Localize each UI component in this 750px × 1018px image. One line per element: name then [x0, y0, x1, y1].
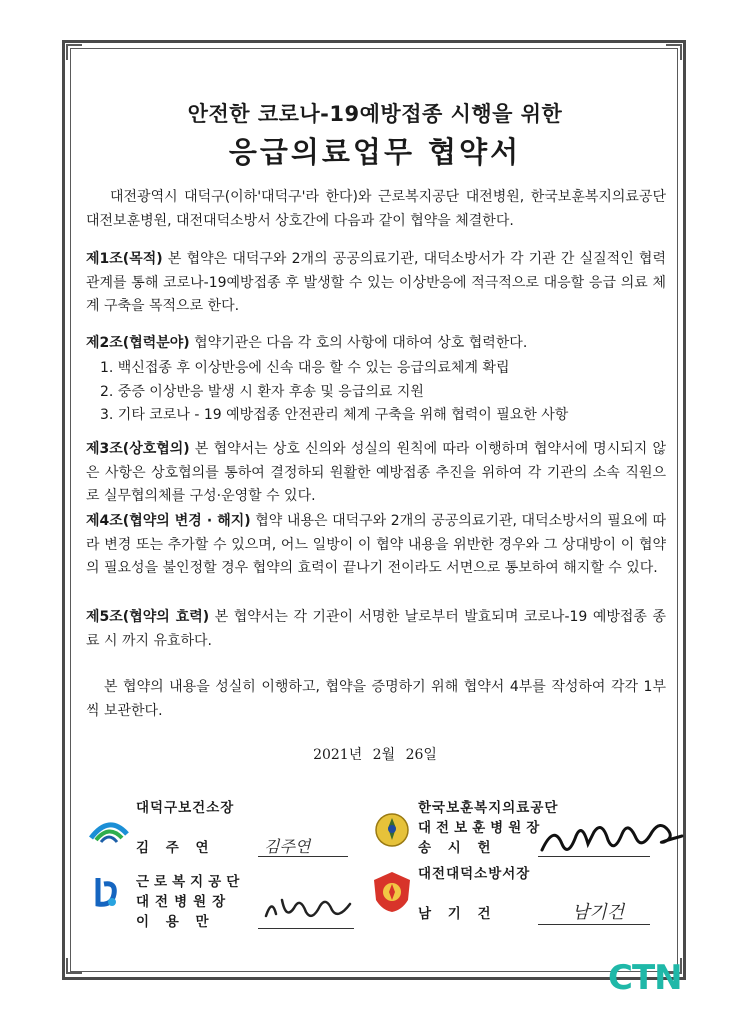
closing-paragraph: 본 협약의 내용을 성실히 이행하고, 협약을 증명하기 위해 협약서 4부를 작성하여 각각 1부씩 보관한다. — [86, 679, 666, 719]
corner-ornament — [66, 44, 82, 60]
signatory-name-veterans: 송 시 헌 — [418, 840, 497, 856]
veterans-emblem-icon — [374, 812, 410, 848]
daedeok-logo-icon — [88, 812, 130, 844]
signing-date: 2021년 2월 26일 — [313, 747, 437, 763]
article-body: 본 협약서는 각 기관이 서명한 날로부터 발효되며 코로나-19 예방접종 종료 시 까지 유효하다. — [86, 609, 666, 649]
signatory-name-daedeok: 김 주 연 — [136, 840, 215, 856]
signatory-org-fire: 대전대덕소방서장 — [418, 866, 531, 882]
article-1 — [86, 248, 666, 319]
fire-station-emblem-icon — [372, 870, 412, 914]
corner-ornament — [666, 44, 682, 60]
signatory-org-daedeok: 대덕구보건소장 — [136, 800, 235, 816]
signature-daedeok: 김주연 — [264, 837, 311, 856]
article-heading: 제5조(협약의 효력) — [86, 609, 210, 625]
signature-line — [538, 924, 650, 925]
ctn-watermark: CTN — [608, 958, 682, 998]
list-item: 3. 기타 코로나 - 19 예방접종 안전관리 체계 구축을 위해 협력이 필요한 사항 — [100, 407, 569, 423]
signatory-name-fire: 남 기 건 — [418, 906, 497, 922]
article-4 — [86, 510, 666, 581]
signature-comwel-scribble — [262, 890, 354, 926]
signatory-org-comwel: 근로복지공단 — [136, 874, 245, 890]
article-heading: 제4조(협약의 변경 · 해지) — [86, 513, 251, 529]
article-body: 협약기관은 다음 각 호의 사항에 대하여 상호 협력한다. — [194, 335, 528, 351]
signatory-org-veterans: 한국보훈복지의료공단 — [418, 800, 559, 816]
article-heading: 제3조(상호협의) — [86, 441, 190, 457]
article-2-list — [100, 357, 666, 428]
article-body: 본 협약은 대덕구와 2개의 공공의료기관, 대덕소방서가 각 기관 간 실질적인 협력 관계를 통해 코로나-19예방접종 후 발생할 수 있는 이상반응에 적극적으로 대응할 응급 의료 체계 구축을 목적으로 한다. — [86, 251, 666, 314]
article-3 — [86, 438, 666, 509]
signatory-org2-veterans: 대전보훈병원장 — [418, 820, 545, 836]
signatory-org2-comwel: 대전병원장 — [136, 894, 232, 910]
signature-fire: 남기건 — [572, 902, 625, 923]
article-5 — [86, 606, 666, 653]
corner-ornament — [66, 958, 82, 974]
article-2 — [86, 332, 666, 356]
list-item: 1. 백신접종 후 이상반응에 신속 대응 할 수 있는 응급의료체계 확립 — [100, 360, 510, 376]
article-body: 협약 내용은 대덕구와 2개의 공공의료기관, 대덕소방서의 필요에 따라 변경 또는 추가할 수 있으며, 어느 일방이 이 협약 내용을 위반한 경우와 그 상대방이 이 협약의 필요성을 불인정할 경우 협약의 효력이 끝나기 전이라도 서면으로 통보하여 해지할 수 있다. — [86, 513, 666, 576]
article-heading: 제2조(협력분야) — [86, 335, 190, 351]
document-subtitle: 안전한 코로나-19예방접종 시행을 위한 — [187, 102, 563, 126]
signature-line — [258, 928, 354, 929]
signatory-name-comwel: 이 용 만 — [136, 914, 215, 930]
document-title: 응급의료업무 협약서 — [228, 135, 522, 169]
intro-paragraph: 대전광역시 대덕구(이하'대덕구'라 한다)와 근로복지공단 대전병원, 한국보훈복지의료공단 대전보훈병원, 대전대덕소방서 상호간에 다음과 같이 협약을 체결한다. — [86, 189, 666, 229]
comwel-logo-icon — [92, 874, 120, 910]
article-heading: 제1조(목적) — [86, 251, 163, 267]
article-body: 본 협약서는 상호 신의와 성실의 원칙에 따라 이행하며 협약서에 명시되지 않은 사항은 상호협의를 통하여 결정하되 원활한 예방접종 추진을 위하여 각 기관의 소속 직원으로 실무협의체를 구성·운영할 수 있다. — [86, 441, 666, 504]
list-item: 2. 중증 이상반응 발생 시 환자 후송 및 응급의료 지원 — [100, 383, 424, 400]
signature-veterans-scribble — [536, 814, 686, 864]
